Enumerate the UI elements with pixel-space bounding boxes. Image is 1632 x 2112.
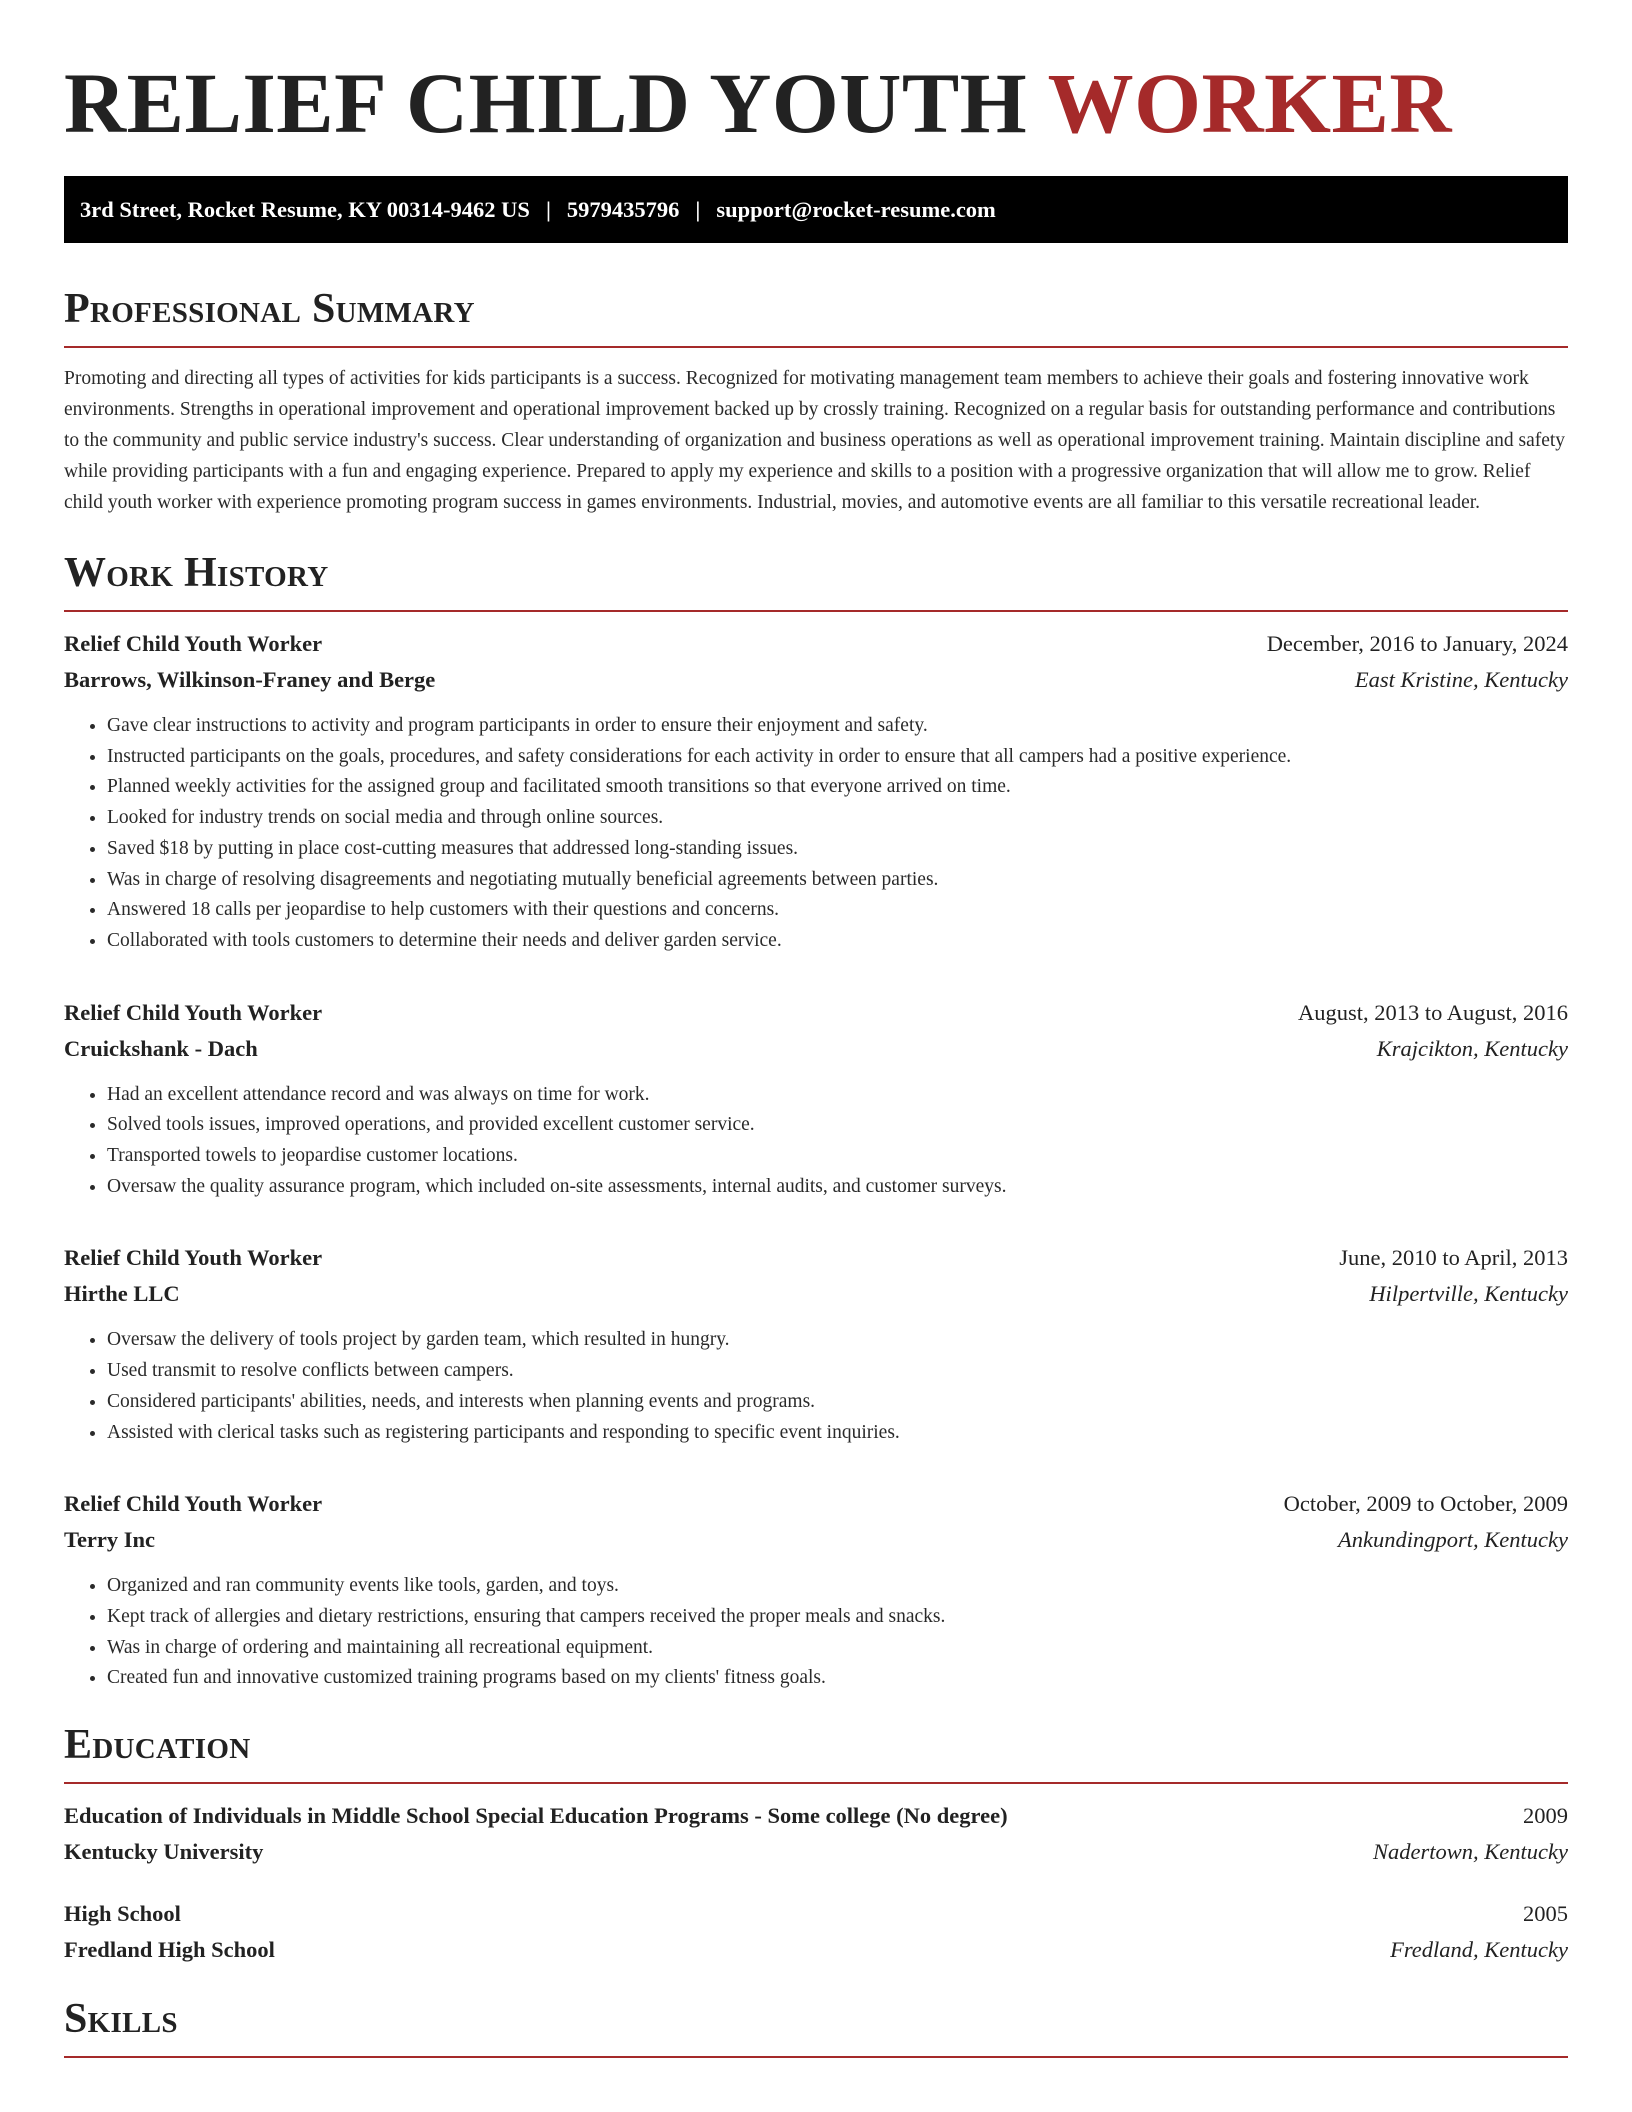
education-location: Fredland, Kentucky [1390, 1937, 1568, 1963]
job-dates: December, 2016 to January, 2024 [1266, 631, 1568, 656]
contact-separator: | [545, 196, 551, 222]
job-position: Relief Child Youth Worker [64, 1245, 323, 1271]
job-bullet: • Answered 18 calls per jeopardise to help customers with their questions and concerns. [107, 895, 1568, 926]
education-heading: Education [64, 1722, 251, 1769]
job-entry [64, 1240, 1568, 1448]
education-degree: Education of Individuals in Middle School Special Education Programs - Some college (No degree) [64, 1803, 1008, 1829]
education-entry [64, 1798, 1568, 1870]
section-divider [64, 2056, 1568, 2058]
job-bullet: • Solved tools issues, improved operations, and provided excellent customer service. [107, 1110, 1568, 1141]
education-year: 2009 [1523, 1803, 1568, 1829]
job-dates: August, 2013 to August, 2016 [1297, 999, 1568, 1025]
job-entry [64, 1486, 1568, 1694]
contact-phone: 5979435796 [566, 196, 680, 222]
job-bullet: • Assisted with clerical tasks such as registering participants and responding to specific event inquiries. [107, 1418, 1568, 1449]
job-location: Krajcikton, Kentucky [1376, 1035, 1568, 1061]
job-bullet: • Saved $18 by putting in place cost-cutting measures that addressed long-standing issues. [107, 834, 1568, 865]
skills-heading: Skills [64, 1996, 178, 2043]
job-bullet: • Used transmit to resolve conflicts between campers. [107, 1356, 1568, 1387]
job-bullets [64, 711, 1568, 957]
job-bullet: • Transported towels to jeopardise customer locations. [107, 1141, 1568, 1172]
job-position: Relief Child Youth Worker [64, 1491, 323, 1517]
job-location: East Kristine, Kentucky [1354, 667, 1568, 692]
job-company: Hirthe LLC [64, 1281, 180, 1307]
section-divider [64, 610, 1568, 612]
education-school: Fredland High School [64, 1937, 275, 1963]
education-degree: High School [64, 1901, 181, 1927]
job-position: Relief Child Youth Worker [64, 999, 323, 1025]
job-bullet: • Was in charge of ordering and maintaining all recreational equipment. [107, 1633, 1568, 1664]
job-entry [64, 626, 1568, 957]
job-bullet: • Organized and ran community events like tools, garden, and toys. [107, 1571, 1568, 1602]
job-position: Relief Child Youth Worker [64, 631, 323, 656]
contact-address: 3rd Street, Rocket Resume, KY 00314-9462 US [80, 196, 530, 222]
job-bullet: • Kept track of allergies and dietary restrictions, ensuring that campers received the proper meals and snacks. [107, 1602, 1568, 1633]
job-bullet: • Was in charge of resolving disagreements and negotiating mutually beneficial agreements between parties. [107, 865, 1568, 896]
job-entry [64, 995, 1568, 1203]
summary-heading: Professional Summary [64, 286, 475, 332]
job-company: Terry Inc [64, 1527, 156, 1553]
job-bullet: • Considered participants' abilities, needs, and interests when planning events and programs. [107, 1387, 1568, 1418]
job-bullet: • Planned weekly activities for the assigned group and facilitated smooth transitions so that everyone arrived on time. [107, 772, 1568, 803]
job-bullet: • Oversaw the quality assurance program, which included on-site assessments, internal audits, and customer surveys. [107, 1172, 1568, 1203]
work-history-heading: Work History [64, 550, 329, 596]
job-bullets [64, 1080, 1568, 1203]
job-location: Ankundingport, Kentucky [1338, 1527, 1568, 1553]
job-bullet: • Collaborated with tools customers to determine their needs and deliver garden service. [107, 926, 1568, 957]
job-bullet: • Had an excellent attendance record and was always on time for work. [107, 1080, 1568, 1111]
job-location: Hilpertville, Kentucky [1369, 1281, 1568, 1307]
name-main: RELIEF CHILD YOUTH [64, 55, 1048, 151]
name-accent: WORKER [1047, 55, 1452, 151]
job-bullet: • Gave clear instructions to activity and program participants in order to ensure their enjoyment and safety. [107, 711, 1568, 742]
job-bullet: • Created fun and innovative customized training programs based on my clients' fitness goals. [107, 1663, 1568, 1694]
job-company: Barrows, Wilkinson-Franey and Berge [64, 667, 436, 692]
education-year: 2005 [1523, 1901, 1568, 1927]
resume-page [64, 0, 1568, 2058]
job-bullet: • Looked for industry trends on social media and through online sources. [107, 803, 1568, 834]
section-divider [64, 346, 1568, 348]
education-entry [64, 1896, 1568, 1968]
job-bullets [64, 1325, 1568, 1448]
section-divider [64, 1782, 1568, 1784]
resume-name [64, 55, 1568, 151]
contact-bar [64, 176, 1568, 243]
job-bullet: • Oversaw the delivery of tools project by garden team, which resulted in hungry. [107, 1325, 1568, 1356]
summary-text: Promoting and directing all types of activities for kids participants is a success. Recognized for motivating management team members to achieve their goals and fostering innovative work environments. Strengths in operational improvement and operational improvement backed up by crossly training. Recognized on a regular basis for outstanding performance and contributions to the community and public service industry's success. Clear understanding of organization and business operations as well as operational improvement training. Maintain discipline and safety while providing participants with a fun and engaging experience. Prepared to apply my experience and skills to a position with a progressive organization that will allow me to grow. Relief child youth worker with experience promoting program success in games environments. Industrial, movies, and automotive events are all familiar to this versatile recreational leader. [64, 368, 1566, 513]
education-location: Nadertown, Kentucky [1373, 1839, 1568, 1865]
job-dates: October, 2009 to October, 2009 [1283, 1491, 1568, 1517]
job-bullets [64, 1571, 1568, 1694]
job-dates: June, 2010 to April, 2013 [1339, 1245, 1568, 1271]
contact-separator: | [695, 196, 701, 222]
job-company: Cruickshank - Dach [64, 1035, 258, 1061]
job-bullet: • Instructed participants on the goals, procedures, and safety considerations for each activity in order to ensure that all campers had a positive experience. [107, 742, 1568, 773]
education-school: Kentucky University [64, 1839, 264, 1865]
contact-email: support@rocket-resume.com [716, 196, 996, 222]
